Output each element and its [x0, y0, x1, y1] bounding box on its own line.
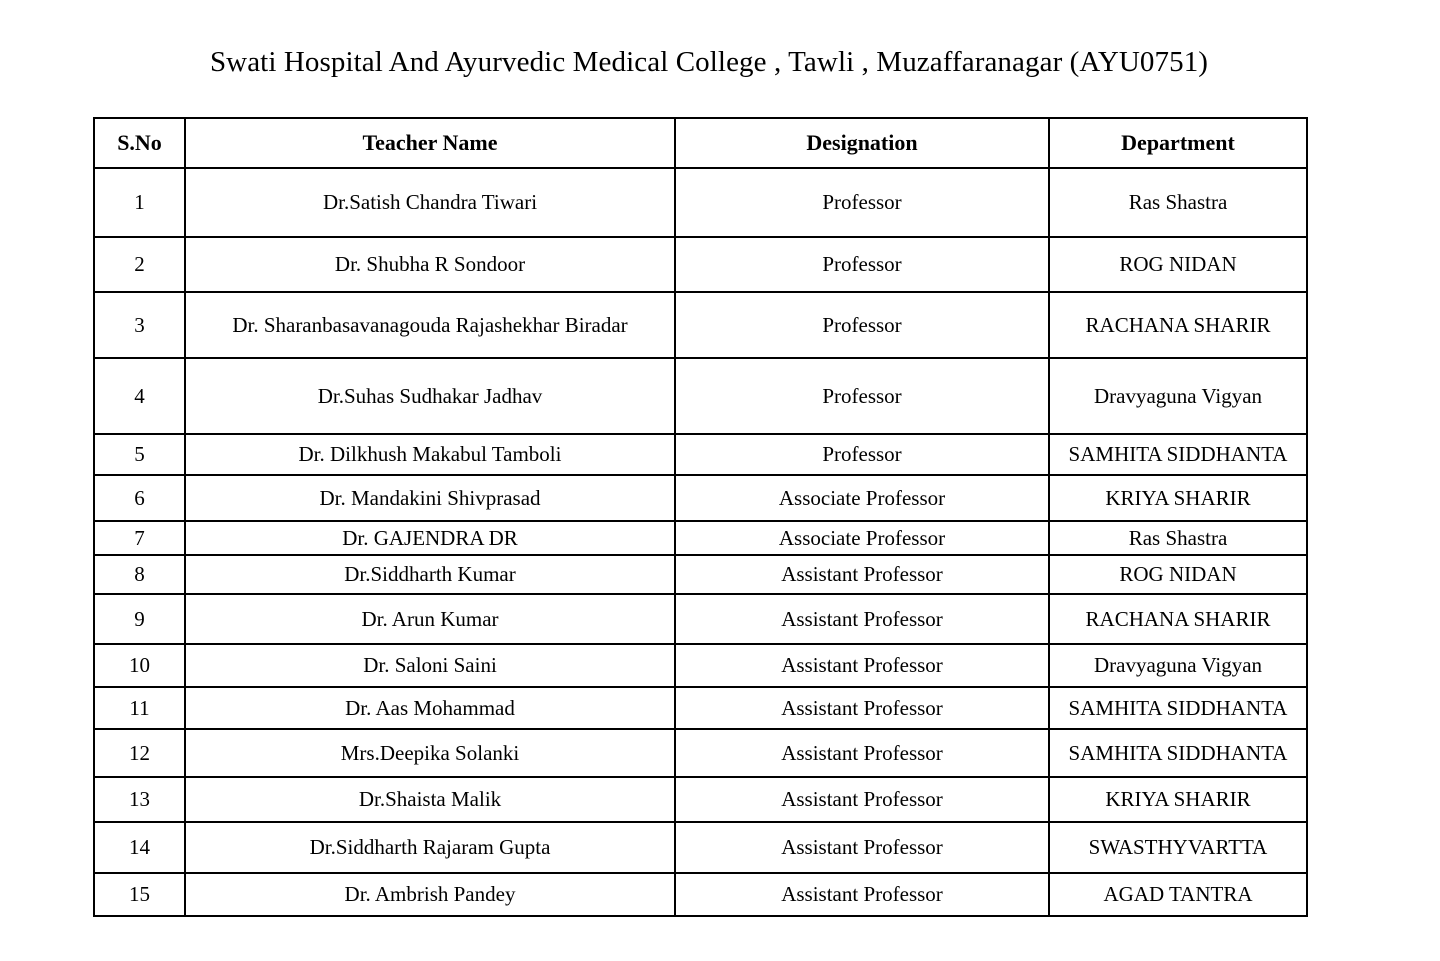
- table-row: [94, 555, 1307, 594]
- cell-teacher-name: Mrs.Deepika Solanki: [185, 729, 675, 777]
- cell-sno: 9: [94, 594, 185, 644]
- cell-teacher-name: Dr. Dilkhush Makabul Tamboli: [185, 434, 675, 475]
- table-row: [94, 873, 1307, 916]
- cell-teacher-name: Dr. Ambrish Pandey: [185, 873, 675, 916]
- cell-sno: 13: [94, 777, 185, 822]
- table-row: [94, 168, 1307, 237]
- cell-sno: 8: [94, 555, 185, 594]
- cell-sno: 14: [94, 822, 185, 873]
- table-row: [94, 594, 1307, 644]
- cell-department: KRIYA SHARIR: [1049, 777, 1307, 822]
- cell-sno: 3: [94, 292, 185, 358]
- table-row: [94, 358, 1307, 434]
- cell-department: Dravyaguna Vigyan: [1049, 358, 1307, 434]
- table-row: [94, 822, 1307, 873]
- table-row: [94, 729, 1307, 777]
- cell-designation: Assistant Professor: [675, 822, 1049, 873]
- table-row: [94, 687, 1307, 729]
- cell-teacher-name: Dr.Satish Chandra Tiwari: [185, 168, 675, 237]
- cell-teacher-name: Dr. GAJENDRA DR: [185, 521, 675, 555]
- table-row: [94, 475, 1307, 521]
- teacher-table: [93, 117, 1308, 917]
- cell-department: Ras Shastra: [1049, 168, 1307, 237]
- cell-teacher-name: Dr. Aas Mohammad: [185, 687, 675, 729]
- cell-sno: 5: [94, 434, 185, 475]
- table-row: [94, 434, 1307, 475]
- cell-designation: Assistant Professor: [675, 594, 1049, 644]
- document-title: Swati Hospital And Ayurvedic Medical College , Tawli , Muzaffaranagar (AYU0751): [209, 46, 1209, 78]
- cell-designation: Assistant Professor: [675, 729, 1049, 777]
- header-designation: Designation: [675, 118, 1049, 168]
- cell-teacher-name: Dr.Suhas Sudhakar Jadhav: [185, 358, 675, 434]
- cell-department: SAMHITA SIDDHANTA: [1049, 434, 1307, 475]
- cell-designation: Assistant Professor: [675, 687, 1049, 729]
- cell-department: RACHANA SHARIR: [1049, 594, 1307, 644]
- cell-designation: Professor: [675, 292, 1049, 358]
- cell-designation: Associate Professor: [675, 475, 1049, 521]
- cell-sno: 4: [94, 358, 185, 434]
- cell-sno: 6: [94, 475, 185, 521]
- table-row: [94, 644, 1307, 687]
- cell-department: SWASTHYVARTTA: [1049, 822, 1307, 873]
- cell-sno: 2: [94, 237, 185, 292]
- cell-sno: 15: [94, 873, 185, 916]
- cell-department: AGAD TANTRA: [1049, 873, 1307, 916]
- header-department: Department: [1049, 118, 1307, 168]
- cell-designation: Professor: [675, 434, 1049, 475]
- cell-designation: Professor: [675, 237, 1049, 292]
- cell-designation: Assistant Professor: [675, 873, 1049, 916]
- cell-teacher-name: Dr.Siddharth Kumar: [185, 555, 675, 594]
- table-row: [94, 292, 1307, 358]
- cell-teacher-name: Dr.Siddharth Rajaram Gupta: [185, 822, 675, 873]
- cell-sno: 1: [94, 168, 185, 237]
- header-teacher-name: Teacher Name: [185, 118, 675, 168]
- cell-sno: 12: [94, 729, 185, 777]
- cell-teacher-name: Dr. Saloni Saini: [185, 644, 675, 687]
- cell-designation: Assistant Professor: [675, 555, 1049, 594]
- cell-designation: Professor: [675, 168, 1049, 237]
- header-sno: S.No: [94, 118, 185, 168]
- cell-designation: Associate Professor: [675, 521, 1049, 555]
- cell-designation: Professor: [675, 358, 1049, 434]
- cell-department: Dravyaguna Vigyan: [1049, 644, 1307, 687]
- cell-sno: 11: [94, 687, 185, 729]
- cell-teacher-name: Dr. Arun Kumar: [185, 594, 675, 644]
- cell-department: RACHANA SHARIR: [1049, 292, 1307, 358]
- table-header-row: [94, 118, 1307, 168]
- table-row: [94, 521, 1307, 555]
- cell-department: ROG NIDAN: [1049, 555, 1307, 594]
- table-row: [94, 237, 1307, 292]
- cell-department: ROG NIDAN: [1049, 237, 1307, 292]
- cell-department: SAMHITA SIDDHANTA: [1049, 687, 1307, 729]
- cell-designation: Assistant Professor: [675, 777, 1049, 822]
- cell-teacher-name: Dr. Sharanbasavanagouda Rajashekhar Biradar: [185, 292, 675, 358]
- table-row: [94, 777, 1307, 822]
- cell-designation: Assistant Professor: [675, 644, 1049, 687]
- cell-department: KRIYA SHARIR: [1049, 475, 1307, 521]
- cell-department: SAMHITA SIDDHANTA: [1049, 729, 1307, 777]
- cell-sno: 7: [94, 521, 185, 555]
- cell-teacher-name: Dr. Shubha R Sondoor: [185, 237, 675, 292]
- cell-teacher-name: Dr.Shaista Malik: [185, 777, 675, 822]
- cell-teacher-name: Dr. Mandakini Shivprasad: [185, 475, 675, 521]
- cell-department: Ras Shastra: [1049, 521, 1307, 555]
- cell-sno: 10: [94, 644, 185, 687]
